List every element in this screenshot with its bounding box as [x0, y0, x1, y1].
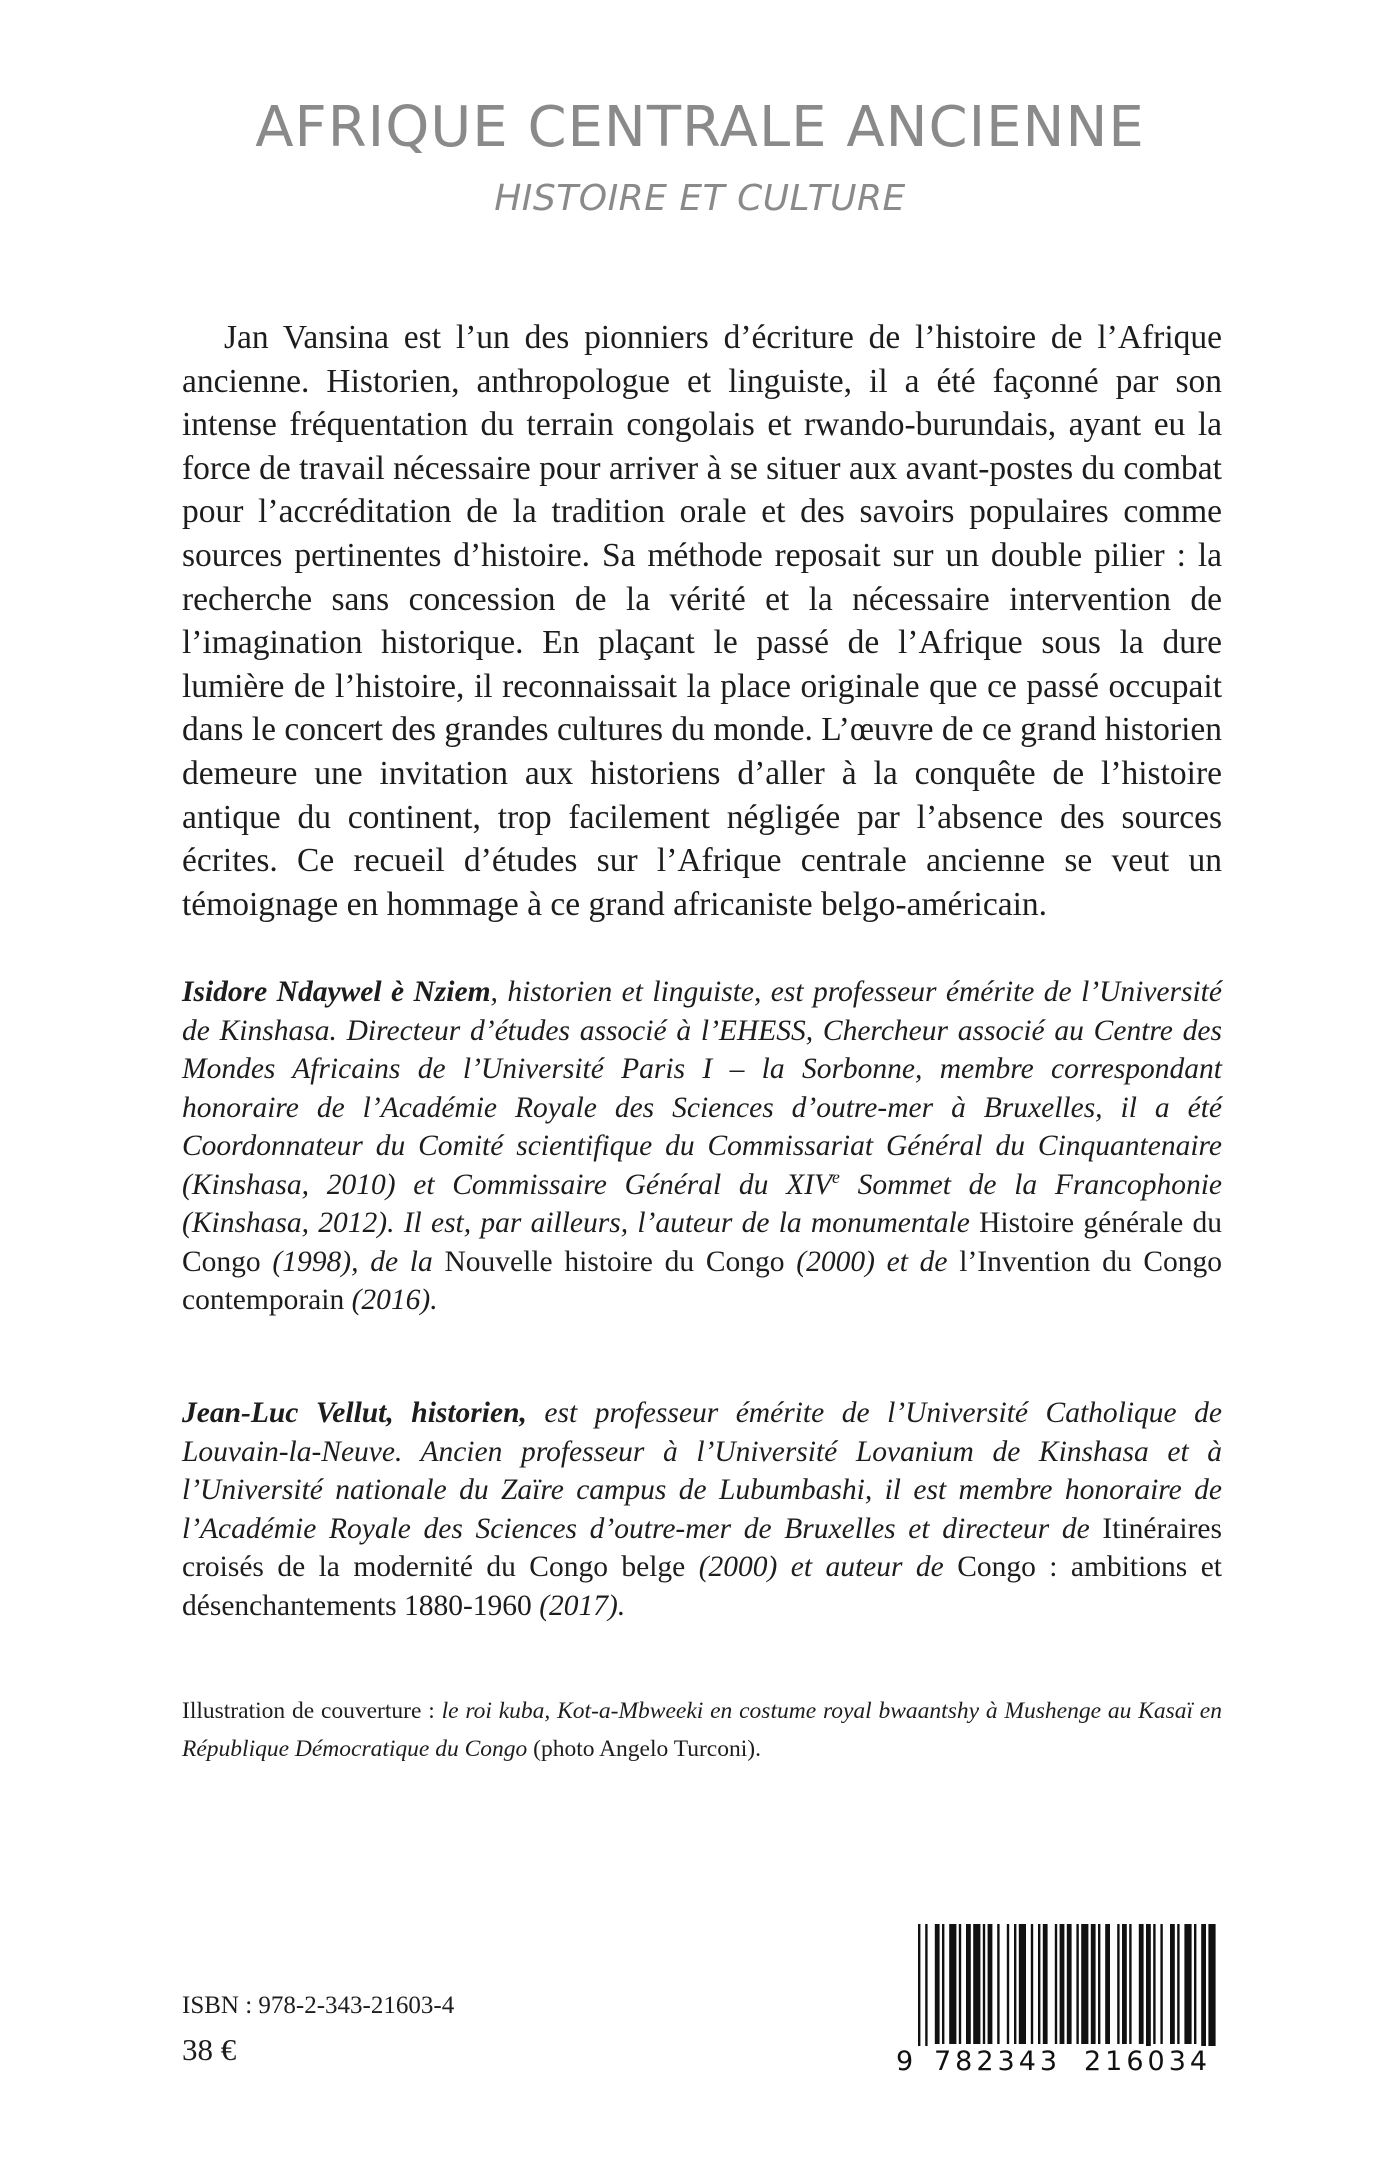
- book-reference: l’Invention du Congo contemporain: [182, 1245, 1223, 1316]
- barcode-bars: [896, 1924, 1230, 2046]
- summary-paragraph: Jan Vansina est l’un des pionniers d’écriture de l’histoire de l’Afrique ancienne. Historien, anthropologue et linguiste, il a été façonné par son intense fréquentation du terrain congolais et rwando-burundais, ayant eu la force de travail nécessaire pour arriver à se situer aux avant-postes du combat pour l’accréditation de la tradition orale et des savoirs populaires comme sources pertinentes d’histoire. Sa méthode reposait sur un double pilier : la recherche sans concession de la vérité et la nécessaire intervention de l’imagination historique. En plaçant le passé de l’Afrique sous la dure lumière de l’histoire, il reconnaissait la place originale que ce passé occupait dans le concert des grandes cultures du monde. L’œuvre de ce grand historien demeure une invitation aux historiens d’aller à la conquête de l’histoire antique du continent, trop facilement négligée par l’absence des sources écrites. Ce recueil d’études sur l’Afrique centrale ancienne se veut un témoignage en hommage à ce grand africaniste belgo-américain.: [182, 319, 1222, 923]
- barcode-bar: [966, 1924, 971, 2044]
- barcode-bar: [1014, 1924, 1016, 2044]
- barcode-bar: [959, 1924, 961, 2044]
- barcode-bar: [1208, 1924, 1215, 2046]
- barcode-digit-first: 9: [896, 2046, 914, 2077]
- barcode-bar: [1031, 1924, 1033, 2044]
- barcode-bar: [983, 1924, 985, 2044]
- author-bio-ndaywel: [182, 973, 1222, 1320]
- barcode-bar: [935, 1924, 940, 2044]
- bio-text: est professeur émérite de l’Université Catholique de Louvain-la-Neuve. Ancien professeur à l’Université Lovanium de Kinshasa et à l’Université nationale du Zaïre campus de Lubumbashi, il est membre honoraire de l’Académie Royale des Sciences d’outre-mer de Bruxelles et directeur de: [182, 1397, 1223, 1545]
- price-label: 38 €: [182, 2032, 237, 2067]
- barcode-bar: [1194, 1924, 1196, 2044]
- book-reference: Nouvelle histoire du Congo: [444, 1245, 785, 1278]
- book-title: AFRIQUE CENTRALE ANCIENNE: [255, 95, 1145, 160]
- barcode-bar: [1170, 1924, 1175, 2044]
- barcode-bar: [988, 1924, 993, 2044]
- barcode-bar: [973, 1924, 980, 2044]
- barcode-bar: [918, 1924, 920, 2046]
- barcode-bar: [1081, 1924, 1088, 2044]
- superscript: e: [832, 1166, 840, 1187]
- barcode-bar: [1007, 1924, 1009, 2044]
- book-reference: Congo : ambitions et désenchantements 1880-1960: [182, 1551, 1222, 1622]
- barcode-bar: [1043, 1924, 1048, 2044]
- barcode-bar: [1146, 1924, 1151, 2046]
- barcode-bar: [1122, 1924, 1127, 2044]
- book-reference: Histoire générale du Congo: [182, 1207, 1222, 1278]
- book-subtitle: HISTOIRE ET CULTURE: [494, 178, 906, 219]
- author-bio-vellut: [182, 1394, 1222, 1625]
- barcode-bar: [1055, 1924, 1057, 2044]
- barcode-bar: [1201, 1924, 1206, 2046]
- cover-illustration-credit: [182, 1692, 1222, 1768]
- barcode-digits-left: 782343: [934, 2046, 1062, 2077]
- barcode-bar: [1177, 1924, 1179, 2044]
- bio-text: (1998), de la: [260, 1245, 445, 1278]
- bio-text: (2000) et de: [784, 1245, 960, 1278]
- bio-text: (2017).: [531, 1589, 626, 1622]
- barcode-bar: [1091, 1924, 1096, 2044]
- barcode-bar: [1160, 1924, 1162, 2044]
- barcode-bar: [1184, 1924, 1191, 2044]
- credit-label: Illustration de couverture :: [182, 1698, 442, 1724]
- author-name: Jean-Luc Vellut, historien,: [182, 1397, 527, 1429]
- barcode-bar: [997, 1924, 999, 2044]
- barcode-bar: [1117, 1924, 1119, 2044]
- credit-caption: le roi kuba, Kot-a-Mbweeki en costume royal bwaantshy à Mushenge au Kasaï en République Démocratique du Congo: [182, 1698, 1222, 1762]
- author-name: Isidore Ndaywel è Nziem: [182, 976, 491, 1008]
- barcode-bar: [925, 1924, 927, 2046]
- barcode: [896, 1924, 1230, 2076]
- barcode-bar: [1105, 1924, 1110, 2044]
- barcode-bar: [1067, 1924, 1072, 2044]
- barcode-bar: [1153, 1924, 1155, 2044]
- bio-text: Sommet de la Francophonie (Kinshasa, 2012). Il est, par ailleurs, l’auteur de la monumentale: [182, 1168, 1223, 1239]
- barcode-bar: [1129, 1924, 1131, 2044]
- barcode-bar: [1060, 1924, 1065, 2044]
- isbn-label: ISBN : 978-2-343-21603-4: [182, 1992, 455, 2019]
- barcode-bar: [1139, 1924, 1144, 2044]
- credit-photo: (photo Angelo Turconi).: [527, 1736, 761, 1762]
- barcode-bar: [1019, 1924, 1026, 2044]
- barcode-bar: [942, 1924, 944, 2044]
- barcode-bar: [1038, 1924, 1040, 2044]
- barcode-bar: [1098, 1924, 1100, 2044]
- book-reference: Itinéraires croisés de la modernité du Congo belge: [182, 1512, 1222, 1583]
- bio-text: (2016).: [344, 1284, 438, 1316]
- barcode-bar: [1076, 1924, 1078, 2044]
- bio-text: , historien et linguiste, est professeur émérite de l’Université de Kinshasa. Directeur d’études associé à l’EHESS, Chercheur associé au Centre des Mondes Africains de l’Université Paris I – la Sorbonne, membre correspondant honoraire de l’Académie Royale des Sciences d’outre-mer à Bruxelles, il a été Coordonnateur du Comité scientifique du Commissariat Général du Cinquantenaire (Kinshasa, 2010) et Commissaire Général du XIV: [182, 976, 1222, 1201]
- bio-text: (2000) et auteur de: [685, 1551, 958, 1583]
- barcode-digits-right: 216034: [1084, 2046, 1212, 2077]
- barcode-bar: [949, 1924, 956, 2044]
